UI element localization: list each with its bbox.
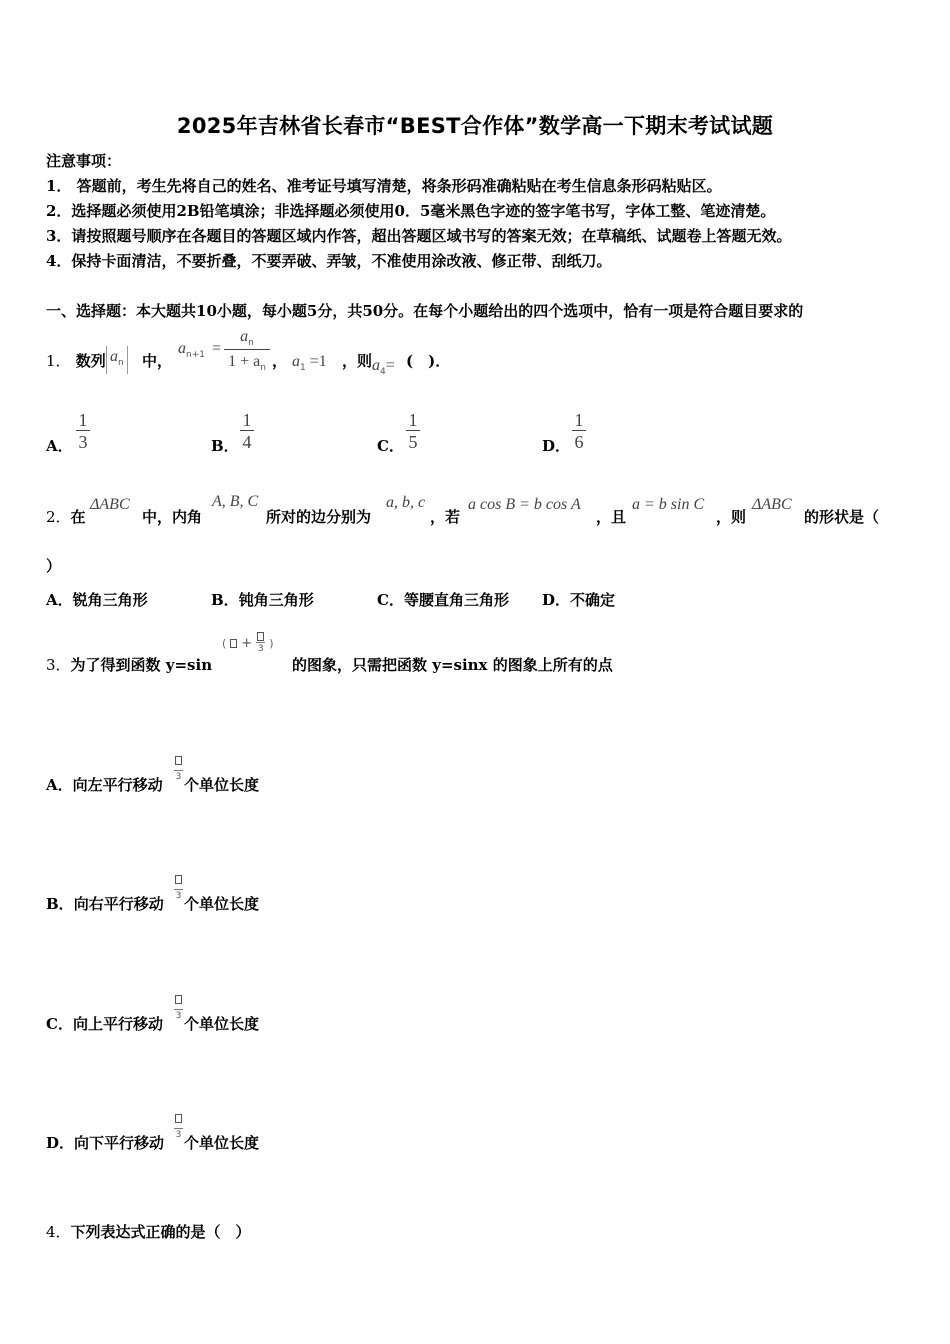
question-2-text: ，若 <box>430 508 461 526</box>
option-d-suffix: 个单位长度 <box>184 1134 260 1152</box>
notice-item: 2．选择题必须使用2B铅笔填涂；非选择题必须使用0．5毫米黑色字迹的签字笔书写，字体工整、笔迹清楚。 <box>46 202 776 220</box>
option-label[interactable]: A． <box>46 437 73 455</box>
option-a[interactable]: A．锐角三角形 <box>46 591 148 609</box>
section-heading: 一、选择题：本大题共10小题，每小题5分，共50分。在每个小题给出的四个选项中，恰有一项是符合题目要求的 <box>46 302 804 320</box>
initial-condition: $a_1 =1$ <box>292 353 327 374</box>
question-2-stem: 2．在 <box>46 508 86 526</box>
question-2-text: 的形状是（ <box>804 508 880 526</box>
shift-fraction: 3 <box>174 869 183 901</box>
option-d[interactable]: D．不确定 <box>542 591 616 609</box>
question-number: 2． <box>46 508 71 526</box>
option-a[interactable]: A．向左平行移动 <box>46 776 163 794</box>
notice-item: 1． 答题前，考生先将自己的姓名、准考证号填写清楚，将条形码准确粘贴在考生信息条形码粘贴区。 <box>46 177 722 195</box>
option-a-fraction[interactable]: 1 3 <box>76 410 90 453</box>
option-a-suffix: 个单位长度 <box>184 776 260 794</box>
option-b[interactable]: B．钝角三角形 <box>211 591 314 609</box>
triangle-symbol: ΔABC <box>90 496 130 513</box>
condition-2: a = b sin C <box>632 496 705 513</box>
question-2-text: 中，内角 <box>142 508 203 526</box>
option-label[interactable]: C． <box>377 437 404 455</box>
shift-fraction: 3 <box>174 1108 183 1140</box>
question-1-text: 中， <box>142 352 173 370</box>
option-c[interactable]: C．等腰直角三角形 <box>377 591 509 609</box>
option-c-suffix: 个单位长度 <box>184 1015 260 1033</box>
answer-blank: ( )． <box>406 352 451 370</box>
question-1-text: ，则 <box>342 352 373 370</box>
equals-sign: = <box>212 340 222 357</box>
page-title: 2025年吉林省长春市“BEST合作体”数学高一下期末考试试题 <box>176 114 774 138</box>
recurrence-lhs: $a_{n+1}$ <box>178 340 205 361</box>
sides-symbol: a, b, c <box>386 494 426 511</box>
missing-symbol-icon <box>175 875 182 884</box>
option-b-suffix: 个单位长度 <box>184 895 260 913</box>
option-label[interactable]: B． <box>211 437 239 455</box>
missing-symbol-icon <box>175 1114 182 1123</box>
recurrence-fraction: $a_n$ $1 + a_n$ <box>224 326 270 373</box>
question-number: 3． <box>46 656 71 674</box>
asked-term: $a_4=$ <box>372 357 395 378</box>
notice-item: 3．请按照题号顺序在各题目的答题区域内作答，超出答题区域书写的答案无效；在草稿纸、试题卷上答题无效。 <box>46 227 792 245</box>
sequence-symbol: $a_n$ <box>106 346 128 374</box>
question-2-text: ，且 <box>596 508 627 526</box>
missing-symbol-icon <box>175 756 182 765</box>
triangle-symbol: ΔABC <box>752 496 792 513</box>
question-1-stem: 1． 数列 <box>46 352 106 370</box>
missing-symbol-icon <box>257 632 264 641</box>
phase-shift-expression: ( + 3 ) <box>222 632 274 654</box>
option-c-fraction[interactable]: 1 5 <box>406 410 420 453</box>
question-4-stem: 4．下列表达式正确的是（ ） <box>46 1223 251 1241</box>
shift-fraction: 3 <box>174 989 183 1021</box>
notice-heading: 注意事项： <box>46 152 122 170</box>
missing-symbol-icon <box>230 639 237 648</box>
question-2-text: 所对的边分别为 <box>266 508 372 526</box>
question-number: 4． <box>46 1223 71 1241</box>
question-2-text: ，则 <box>716 508 747 526</box>
missing-symbol-icon <box>175 995 182 1004</box>
option-b-fraction[interactable]: 1 4 <box>240 410 254 453</box>
question-3-text: 的图象，只需把函数 y=sinx 的图象上所有的点 <box>292 656 613 674</box>
angles-symbol: A, B, C <box>212 493 259 510</box>
option-d-fraction[interactable]: 1 6 <box>572 410 586 453</box>
question-number: 1． <box>46 352 71 370</box>
option-c[interactable]: C．向上平行移动 <box>46 1015 163 1033</box>
option-label[interactable]: D． <box>542 437 571 455</box>
answer-blank: ） <box>46 557 62 575</box>
option-d[interactable]: D．向下平行移动 <box>46 1134 165 1152</box>
question-1-text: ， <box>272 352 288 370</box>
shift-fraction: 3 <box>174 750 183 782</box>
condition-1: a cos B = b cos A <box>468 496 581 513</box>
notice-item: 4．保持卡面清洁，不要折叠，不要弄破、弄皱，不准使用涂改液、修正带、刮纸刀。 <box>46 252 612 270</box>
question-3-stem: 3．为了得到函数 y=sin <box>46 656 213 674</box>
option-b[interactable]: B．向右平行移动 <box>46 895 164 913</box>
